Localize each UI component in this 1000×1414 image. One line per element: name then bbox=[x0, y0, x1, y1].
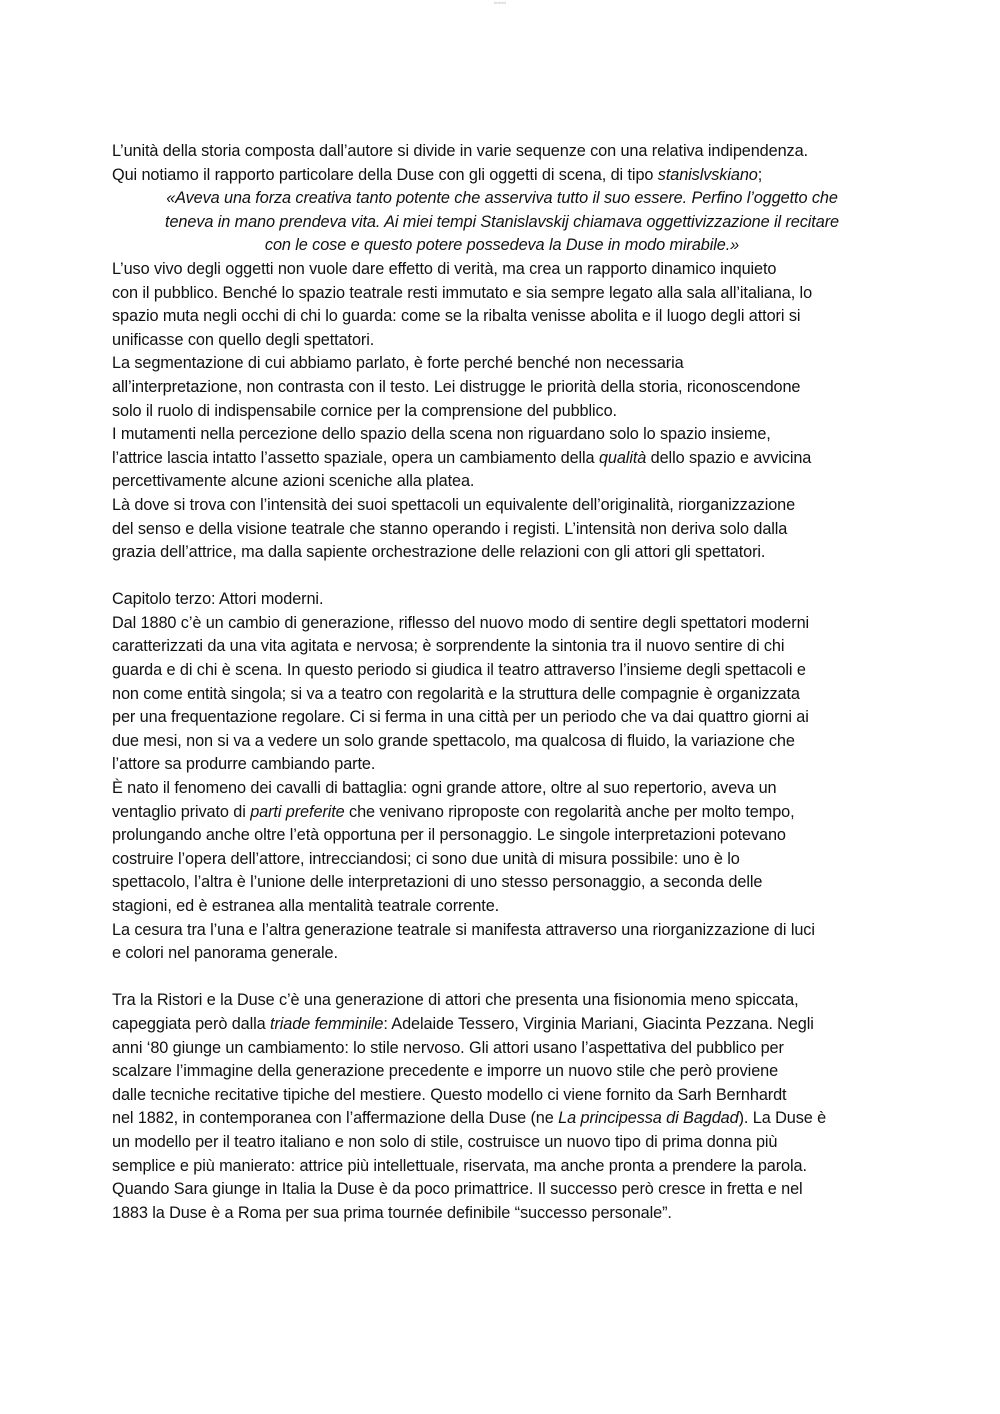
text-line bbox=[112, 989, 892, 1013]
text-run: con il pubblico. Benché lo spazio teatrale resti immutato e sia sempre legato alla sala all’italiana, lo bbox=[112, 283, 813, 302]
text-run: ; bbox=[757, 165, 763, 184]
text-line bbox=[112, 588, 892, 612]
text-line bbox=[112, 1013, 892, 1037]
text-line bbox=[112, 282, 892, 306]
text-run: L’unità della storia composta dall’autore si divide in varie sequenze con una relativa indipendenza. bbox=[112, 142, 808, 160]
text-run: con le cose e questo potere possedeva la Duse in modo mirabile.» bbox=[264, 236, 740, 255]
text-run: per una frequentazione regolare. Ci si ferma in una città per un periodo che va dai quattro giorni ai bbox=[112, 708, 809, 727]
text-run: La cesura tra l’una e l’altra generazione teatrale si manifesta attraverso una riorganizzazione di luci bbox=[112, 920, 815, 939]
text-run: Capitolo terzo: Attori moderni. bbox=[112, 590, 324, 609]
text-line bbox=[112, 706, 892, 730]
text-run: La segmentazione di cui abbiamo parlato, è forte perché benché non necessaria bbox=[112, 354, 684, 373]
text-run: teneva in mano prendeva vita. Ai miei tempi Stanislavskij chiamava oggettivizzazione il recitare bbox=[165, 212, 839, 231]
text-line bbox=[112, 258, 892, 282]
paragraph-spacer bbox=[112, 966, 892, 990]
text-run: Là dove si trova con l’intensità dei suoi spettacoli un equivalente dell’originalità, riorganizzazione bbox=[112, 495, 796, 514]
text-line bbox=[112, 1178, 892, 1202]
text-run: l’attrice lascia intatto l’assetto spaziale, opera un cambiamento della bbox=[112, 448, 599, 467]
text-run: Dal 1880 c’è un cambio di generazione, riflesso del nuovo modo di sentire degli spettatori moderni bbox=[112, 613, 810, 632]
italic-text: parti preferite bbox=[250, 802, 345, 821]
text-run: : Adelaide Tessero, Virginia Mariani, Giacinta Pezzana. Negli bbox=[383, 1014, 814, 1033]
text-line bbox=[112, 470, 892, 494]
text-line bbox=[112, 1060, 892, 1084]
text-line bbox=[112, 1202, 892, 1226]
text-line bbox=[112, 919, 892, 943]
text-run: e colori nel panorama generale. bbox=[112, 944, 338, 963]
text-line bbox=[112, 305, 892, 329]
quote-line bbox=[112, 187, 892, 211]
text-run: «Aveva una forza creativa tanto potente che asserviva tutto il suo essere. Perfino l’oggetto che bbox=[166, 189, 838, 208]
text-run: l’attore sa produrre cambiando parte. bbox=[112, 755, 376, 774]
text-line bbox=[112, 541, 892, 565]
text-line bbox=[112, 400, 892, 424]
quote-line bbox=[112, 234, 892, 258]
text-line bbox=[112, 447, 892, 471]
text-line bbox=[112, 942, 892, 966]
text-run: ). La Duse è bbox=[738, 1109, 827, 1128]
text-line bbox=[112, 635, 892, 659]
document-body bbox=[112, 140, 892, 1225]
text-line bbox=[112, 376, 892, 400]
text-line bbox=[112, 164, 892, 188]
text-line bbox=[112, 801, 892, 825]
text-run: non come entità singola; si va a teatro con regolarità e la struttura delle compagnie è organizzata bbox=[112, 684, 800, 703]
text-run: spettacolo, l’altra è l’unione delle interpretazioni di uno stesso personaggio, a seconda delle bbox=[112, 873, 763, 892]
text-line bbox=[112, 494, 892, 518]
text-line bbox=[112, 352, 892, 376]
italic-text: La principessa di Bagdad bbox=[558, 1109, 739, 1128]
text-run: percettivamente alcune azioni sceniche alla platea. bbox=[112, 472, 475, 491]
text-line bbox=[112, 730, 892, 754]
text-run: grazia dell’attrice, ma dalla sapiente orchestrazione delle relazioni con gli attori gli spettatori. bbox=[112, 543, 766, 562]
text-run: Tra la Ristori e la Duse c’è una generazione di attori che presenta una fisionomia meno spiccata, bbox=[112, 991, 799, 1010]
text-run: caratterizzati da una vita agitata e nervosa; è sorprendente la sintonia tra il nuovo sentire di chi bbox=[112, 637, 785, 656]
text-line bbox=[112, 1107, 892, 1131]
text-run: ventaglio privato di bbox=[112, 802, 251, 821]
text-run: un modello per il teatro italiano e non solo di stile, costruisce un nuovo tipo di prima donna più bbox=[112, 1132, 778, 1151]
text-run: Quando Sara giunge in Italia la Duse è da poco primattrice. Il successo però cresce in fretta e nel bbox=[112, 1180, 803, 1199]
text-run: all’interpretazione, non contrasta con il testo. Lei distrugge le priorità della storia, riconoscendone bbox=[112, 377, 801, 396]
text-line bbox=[112, 683, 892, 707]
text-run: scalzare l’immagine della generazione precedente e imporre un nuovo stile che però proviene bbox=[112, 1062, 779, 1081]
text-line bbox=[112, 1037, 892, 1061]
text-run: I mutamenti nella percezione dello spazio della scena non riguardano solo lo spazio insieme, bbox=[112, 425, 771, 444]
text-line bbox=[112, 777, 892, 801]
text-run: semplice e più manierato: attrice più intellettuale, riservata, ma anche pronta a prendere la parola. bbox=[112, 1156, 807, 1175]
text-line bbox=[112, 895, 892, 919]
italic-text: stanislvskiano bbox=[657, 165, 758, 184]
text-run: stagioni, ed è estranea alla mentalità teatrale corrente. bbox=[112, 897, 500, 915]
text-line bbox=[112, 423, 892, 447]
text-line bbox=[112, 1131, 892, 1155]
text-run: dalle tecniche recitative tipiche del mestiere. Questo modello ci viene fornito da Sarh Bernhardt bbox=[112, 1085, 787, 1104]
text-run: costruire l’opera dell’attore, intrecciandosi; ci sono due unità di misura possibile: uno è lo bbox=[112, 849, 740, 868]
text-run: capeggiata però dalla bbox=[112, 1014, 271, 1033]
header-mark: textdot bbox=[493, 0, 506, 5]
text-run: nel 1882, in contemporanea con l’affermazione della Duse (ne bbox=[112, 1109, 559, 1128]
text-run: L’uso vivo degli oggetti non vuole dare effetto di verità, ma crea un rapporto dinamico inquieto bbox=[112, 259, 777, 278]
text-run: 1883 la Duse è a Roma per sua prima tournée definibile “successo personale”. bbox=[112, 1203, 672, 1222]
italic-text: triade femminile bbox=[270, 1014, 384, 1033]
text-line bbox=[112, 140, 892, 164]
text-line bbox=[112, 612, 892, 636]
text-run: due mesi, non si va a vedere un solo grande spettacolo, ma qualcosa di fluido, la variazione che bbox=[112, 731, 795, 750]
text-line bbox=[112, 518, 892, 542]
italic-text: qualità bbox=[598, 448, 647, 467]
text-run: È nato il fenomeno dei cavalli di battaglia: ogni grande attore, oltre al suo repertorio, aveva un bbox=[112, 779, 777, 798]
text-run: che venivano riproposte con regolarità anche per molto tempo, bbox=[344, 802, 795, 821]
text-run: Qui notiamo il rapporto particolare della Duse con gli oggetti di scena, di tipo bbox=[112, 165, 658, 184]
paragraph-spacer bbox=[112, 565, 892, 589]
text-run: anni ‘80 giunge un cambiamento: lo stile nervoso. Gli attori usano l’aspettativa del pubblico per bbox=[112, 1038, 784, 1057]
text-line bbox=[112, 824, 892, 848]
text-line bbox=[112, 1155, 892, 1179]
text-line bbox=[112, 753, 892, 777]
text-line bbox=[112, 1084, 892, 1108]
text-run: spazio muta negli occhi di chi lo guarda: come se la ribalta venisse abolita e il luogo degli attori si bbox=[112, 307, 801, 326]
text-run: unificasse con quello degli spettatori. bbox=[112, 330, 375, 349]
quote-line bbox=[112, 211, 892, 235]
text-line bbox=[112, 659, 892, 683]
text-run: del senso e della visione teatrale che stanno operando i registi. L’intensità non deriva solo dalla bbox=[112, 519, 788, 538]
text-run: guarda e di chi è scena. In questo periodo si giudica il teatro attraverso l’insieme degli spettacoli e bbox=[112, 661, 806, 680]
text-run: solo il ruolo di indispensabile cornice per la comprensione del pubblico. bbox=[112, 401, 617, 420]
text-line bbox=[112, 871, 892, 895]
text-line bbox=[112, 329, 892, 353]
text-line bbox=[112, 848, 892, 872]
text-run: dello spazio e avvicina bbox=[646, 448, 812, 467]
text-run: prolungando anche oltre l’età opportuna per il personaggio. Le singole interpretazioni potevano bbox=[112, 826, 786, 845]
